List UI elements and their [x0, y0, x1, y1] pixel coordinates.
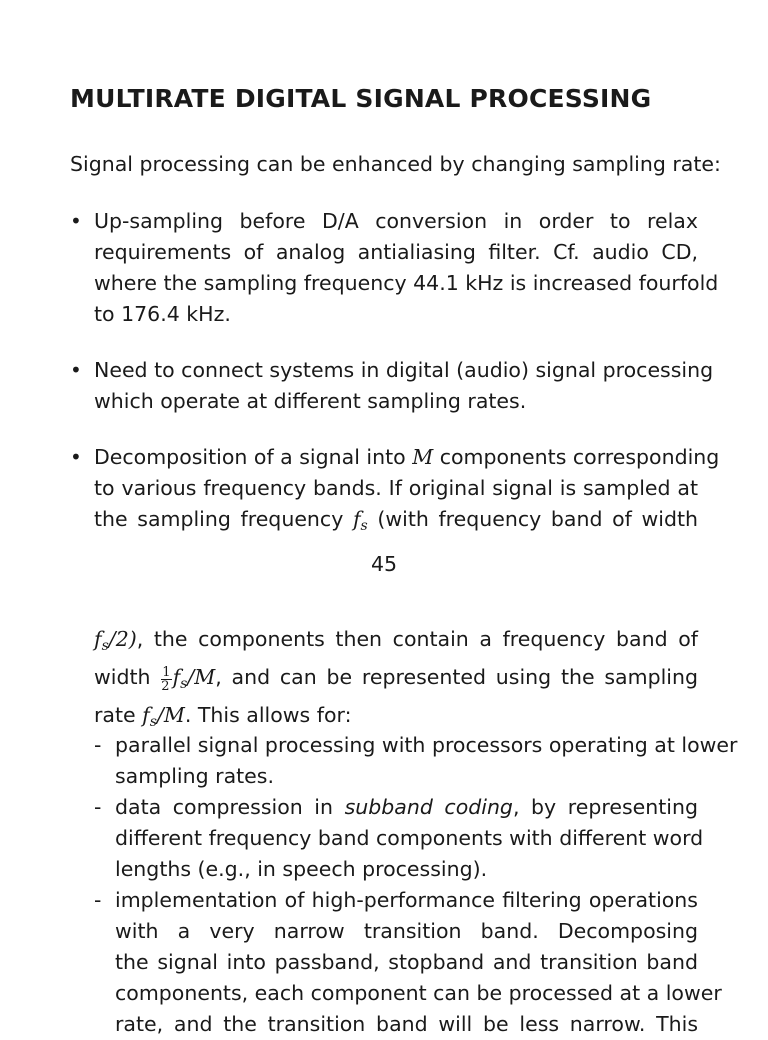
- continuation-paragraph: [94, 624, 698, 738]
- math-symbol: M: [412, 445, 434, 469]
- text-line: to various frequency bands. If original signal is sampled at: [94, 476, 698, 500]
- text-line: the sampling frequency $f_s$ (with frequency band of width: [94, 507, 698, 534]
- dash-marker: -: [94, 733, 102, 757]
- math-symbol: $f_s/2$): [94, 627, 137, 654]
- list-item: [94, 730, 738, 792]
- page-number: 45: [370, 552, 398, 576]
- math-symbol: $f_s/M$: [142, 703, 185, 730]
- math-symbol: $f_s/M$: [172, 665, 216, 692]
- fraction: $\frac{1}{2}$: [161, 665, 171, 694]
- text-line: $f_s/2$), the components then contain a frequency band of: [94, 627, 698, 654]
- bullet-connect-systems: [70, 355, 714, 417]
- text-line: where the sampling frequency 44.1 kHz is increased fourfold: [94, 271, 719, 295]
- intro-paragraph: Signal processing can be enhanced by changing sampling rate:: [70, 152, 721, 176]
- bullet-dot: •: [70, 445, 82, 469]
- page-title: MULTIRATE DIGITAL SIGNAL PROCESSING: [70, 84, 652, 113]
- text-line: lengths (e.g., in speech processing).: [115, 857, 488, 881]
- text-line: data compression in subband coding, by representing: [115, 795, 698, 819]
- bullet-dot: •: [70, 209, 82, 233]
- text-line: width $\frac{1}{2}$ $f_s/M$, and can be represented using the sampling: [94, 665, 698, 694]
- text-line: which operate at different sampling rates.: [94, 389, 527, 413]
- text-line: components, each component can be processed at a lower: [115, 981, 722, 1005]
- text-line: with a very narrow transition band. Decomposing: [115, 919, 698, 943]
- bullet-dot: •: [70, 358, 82, 382]
- text-line: Up-sampling before D/A conversion in order to relax: [94, 209, 698, 233]
- subitem-list: [94, 730, 738, 1040]
- text-line: the signal into passband, stopband and transition band: [115, 950, 698, 974]
- math-symbol: $f_s$: [352, 507, 368, 534]
- bullet-upsampling: [70, 206, 719, 330]
- text-line: sampling rates.: [115, 764, 274, 788]
- dash-marker: -: [94, 795, 102, 819]
- text-line: parallel signal processing with processors operating at lower: [115, 733, 738, 757]
- text-line: Need to connect systems in digital (audio) signal processing: [94, 358, 714, 382]
- text-line: rate $f_s/M$. This allows for:: [94, 703, 352, 730]
- emphasis-text: subband coding: [344, 795, 513, 819]
- list-item: [94, 792, 704, 885]
- text-line: Decomposition of a signal into M components corresponding: [94, 445, 720, 469]
- bullet-decomposition: [70, 442, 720, 542]
- text-line: requirements of analog antialiasing filter. Cf. audio CD,: [94, 240, 698, 264]
- text-line: different frequency band components with different word: [115, 826, 704, 850]
- list-item: [94, 885, 722, 1040]
- dash-marker: -: [94, 888, 102, 912]
- text-line: implementation of high-performance filtering operations: [115, 888, 698, 912]
- text-line: rate, and the transition band will be less narrow. This: [115, 1012, 698, 1036]
- text-line: to 176.4 kHz.: [94, 302, 231, 326]
